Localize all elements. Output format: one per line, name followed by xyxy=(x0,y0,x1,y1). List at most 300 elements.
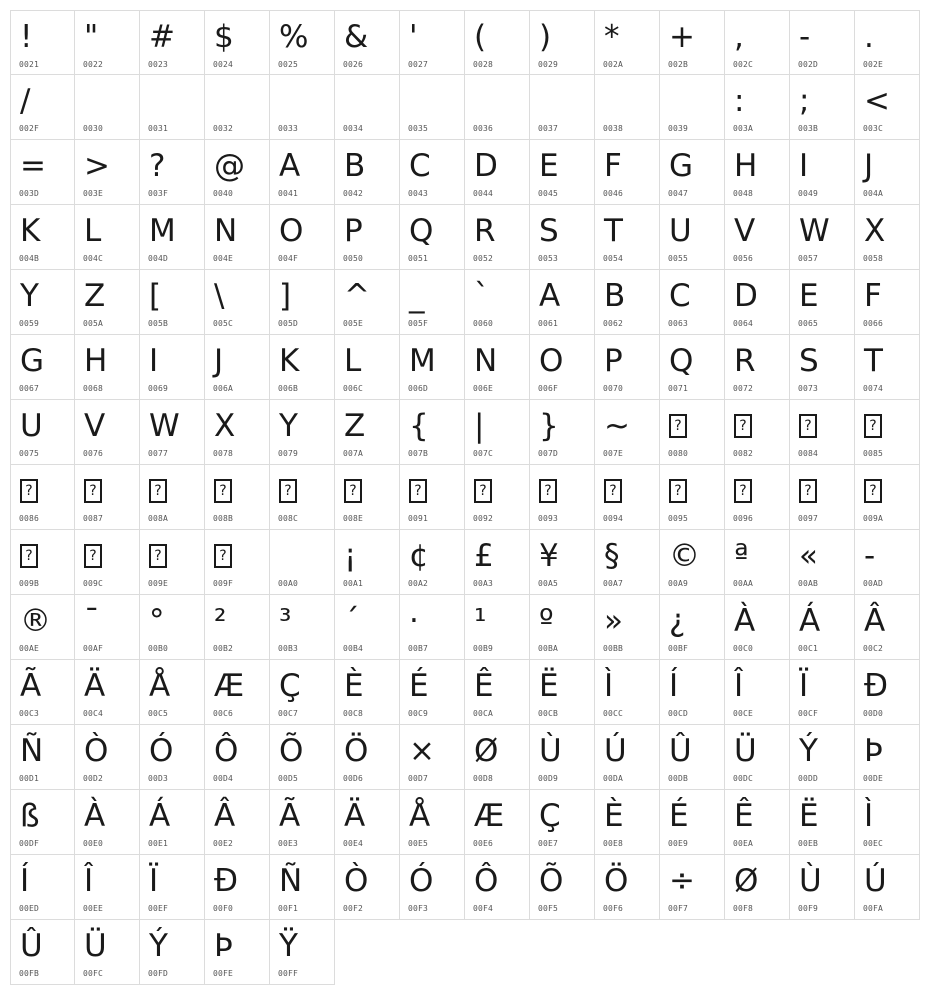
glyph: © xyxy=(669,538,700,574)
missing-glyph-box-icon xyxy=(279,479,297,503)
codepoint-label: 0033 xyxy=(278,124,299,133)
missing-glyph-box-icon xyxy=(864,479,882,503)
glyph-cell xyxy=(335,465,400,530)
codepoint-label: 009F xyxy=(213,579,234,588)
glyph-cell xyxy=(10,595,75,660)
glyph-cell xyxy=(270,400,335,465)
codepoint-label: 0062 xyxy=(603,319,624,328)
glyph-cell xyxy=(595,140,660,205)
glyph-cell xyxy=(595,855,660,920)
glyph-cell xyxy=(660,790,725,855)
missing-glyph-icon xyxy=(864,406,882,448)
codepoint-label: 00D9 xyxy=(538,774,559,783)
codepoint-label: 00FB xyxy=(19,969,40,978)
glyph: Í xyxy=(20,863,30,899)
glyph-cell xyxy=(660,10,725,75)
codepoint-label: 0057 xyxy=(798,254,819,263)
codepoint-label: 00C9 xyxy=(408,709,429,718)
codepoint-label: 00B4 xyxy=(343,644,364,653)
glyph-cell xyxy=(660,855,725,920)
glyph: T xyxy=(604,213,623,249)
codepoint-label: 00E2 xyxy=(213,839,234,848)
glyph: " xyxy=(84,19,99,55)
codepoint-label: 009B xyxy=(19,579,40,588)
glyph: ² xyxy=(214,603,227,639)
glyph-cell xyxy=(725,855,790,920)
glyph-cell xyxy=(335,140,400,205)
codepoint-label: 0052 xyxy=(473,254,494,263)
glyph: P xyxy=(344,213,363,249)
glyph-cell xyxy=(335,335,400,400)
glyph: Z xyxy=(344,408,366,444)
codepoint-label: 0095 xyxy=(668,514,689,523)
glyph: = xyxy=(20,148,46,184)
codepoint-label: 0054 xyxy=(603,254,624,263)
missing-glyph-icon xyxy=(604,471,622,513)
codepoint-label: 0094 xyxy=(603,514,624,523)
glyph-cell xyxy=(270,725,335,790)
glyph-grid xyxy=(10,10,920,985)
glyph: D xyxy=(474,148,498,184)
glyph: ¯ xyxy=(84,603,100,639)
codepoint-label: 0023 xyxy=(148,60,169,69)
glyph-cell xyxy=(530,270,595,335)
glyph: Ý xyxy=(149,928,168,964)
glyph: , xyxy=(734,19,744,55)
codepoint-label: 0092 xyxy=(473,514,494,523)
glyph: Ñ xyxy=(20,733,44,769)
missing-glyph-icon xyxy=(864,471,882,513)
codepoint-label: 005C xyxy=(213,319,234,328)
glyph-cell xyxy=(10,400,75,465)
glyph-cell xyxy=(140,10,205,75)
codepoint-label: 002F xyxy=(19,124,40,133)
glyph-cell xyxy=(270,530,335,595)
codepoint-label: 0064 xyxy=(733,319,754,328)
missing-glyph-box-icon xyxy=(214,479,232,503)
codepoint-label: 00A1 xyxy=(343,579,364,588)
glyph: } xyxy=(539,408,559,444)
glyph-cell xyxy=(855,10,920,75)
glyph-cell xyxy=(530,335,595,400)
glyph: × xyxy=(409,733,435,769)
glyph-cell xyxy=(75,790,140,855)
glyph-cell xyxy=(10,530,75,595)
glyph-cell xyxy=(725,270,790,335)
glyph-cell xyxy=(595,75,660,140)
codepoint-label: 0022 xyxy=(83,60,104,69)
codepoint-label: 0047 xyxy=(668,189,689,198)
codepoint-label: 002A xyxy=(603,60,624,69)
glyph-cell xyxy=(725,10,790,75)
codepoint-label: 0043 xyxy=(408,189,429,198)
codepoint-label: 009E xyxy=(148,579,169,588)
glyph-cell xyxy=(10,75,75,140)
glyph-cell xyxy=(660,660,725,725)
glyph-cell xyxy=(465,725,530,790)
codepoint-label: 002D xyxy=(798,60,819,69)
glyph-cell xyxy=(855,205,920,270)
glyph-cell xyxy=(270,660,335,725)
codepoint-label: 00AF xyxy=(83,644,104,653)
glyph-cell xyxy=(400,855,465,920)
codepoint-label: 003C xyxy=(863,124,884,133)
glyph-cell xyxy=(270,10,335,75)
codepoint-label: 0069 xyxy=(148,384,169,393)
glyph-cell xyxy=(205,140,270,205)
codepoint-label: 003A xyxy=(733,124,754,133)
codepoint-label: 00DF xyxy=(19,839,40,848)
codepoint-label: 0082 xyxy=(733,449,754,458)
codepoint-label: 007A xyxy=(343,449,364,458)
glyph: Ô xyxy=(214,733,239,769)
glyph-cell xyxy=(140,465,205,530)
glyph: E xyxy=(799,278,819,314)
codepoint-label: 00ED xyxy=(19,904,40,913)
glyph-cell xyxy=(790,205,855,270)
codepoint-label: 00FE xyxy=(213,969,234,978)
glyph-cell xyxy=(140,855,205,920)
codepoint-label: 00F4 xyxy=(473,904,494,913)
codepoint-label: 00E0 xyxy=(83,839,104,848)
glyph: M xyxy=(149,213,176,249)
glyph-cell xyxy=(660,725,725,790)
glyph-cell xyxy=(530,75,595,140)
codepoint-label: 00C6 xyxy=(213,709,234,718)
glyph-cell xyxy=(75,270,140,335)
codepoint-label: 00E5 xyxy=(408,839,429,848)
glyph: D xyxy=(734,278,758,314)
glyph-cell xyxy=(75,465,140,530)
codepoint-label: 00D2 xyxy=(83,774,104,783)
glyph: ´ xyxy=(344,603,360,639)
missing-glyph-box-icon xyxy=(84,479,102,503)
glyph: ! xyxy=(20,19,33,55)
glyph: - xyxy=(799,19,811,55)
glyph: C xyxy=(409,148,431,184)
missing-glyph-box-icon xyxy=(149,479,167,503)
glyph-cell xyxy=(855,335,920,400)
glyph-cell xyxy=(75,10,140,75)
glyph: ) xyxy=(539,19,552,55)
codepoint-label: 007D xyxy=(538,449,559,458)
glyph-cell xyxy=(855,400,920,465)
codepoint-label: 009C xyxy=(83,579,104,588)
glyph-cell xyxy=(140,270,205,335)
glyph-cell xyxy=(855,725,920,790)
glyph-cell xyxy=(855,465,920,530)
missing-glyph-box-icon xyxy=(669,479,687,503)
codepoint-label: 00DB xyxy=(668,774,689,783)
codepoint-label: 00D5 xyxy=(278,774,299,783)
glyph: Á xyxy=(149,798,171,834)
codepoint-label: 0076 xyxy=(83,449,104,458)
glyph-cell xyxy=(465,400,530,465)
glyph-cell xyxy=(205,595,270,660)
glyph: ß xyxy=(20,798,40,834)
codepoint-label: 0055 xyxy=(668,254,689,263)
codepoint-label: 0039 xyxy=(668,124,689,133)
glyph-cell xyxy=(465,335,530,400)
glyph: | xyxy=(474,408,485,444)
glyph: É xyxy=(409,668,429,704)
glyph-cell xyxy=(270,75,335,140)
glyph: ( xyxy=(474,19,487,55)
codepoint-label: 006A xyxy=(213,384,234,393)
glyph: Ò xyxy=(344,863,369,899)
codepoint-label: 003D xyxy=(19,189,40,198)
glyph-cell xyxy=(660,270,725,335)
codepoint-label: 00F5 xyxy=(538,904,559,913)
glyph: ¿ xyxy=(669,603,686,639)
glyph-cell xyxy=(10,270,75,335)
missing-glyph-icon xyxy=(20,471,38,513)
codepoint-label: 0086 xyxy=(19,514,40,523)
codepoint-label: 00E9 xyxy=(668,839,689,848)
glyph-cell xyxy=(790,75,855,140)
glyph: Î xyxy=(734,668,744,704)
glyph: @ xyxy=(214,148,245,184)
glyph-cell xyxy=(205,400,270,465)
codepoint-label: 00A5 xyxy=(538,579,559,588)
codepoint-label: 003B xyxy=(798,124,819,133)
glyph: _ xyxy=(409,278,425,314)
glyph-cell xyxy=(855,270,920,335)
codepoint-label: 00BF xyxy=(668,644,689,653)
codepoint-label: 00A0 xyxy=(278,579,299,588)
glyph: Ò xyxy=(84,733,109,769)
glyph-cell xyxy=(75,660,140,725)
missing-glyph-icon xyxy=(409,471,427,513)
glyph: Y xyxy=(20,278,39,314)
codepoint-label: 00CC xyxy=(603,709,624,718)
glyph-cell xyxy=(205,660,270,725)
glyph: [ xyxy=(149,278,162,314)
glyph-cell xyxy=(270,335,335,400)
missing-glyph-box-icon xyxy=(864,414,882,438)
glyph: : xyxy=(734,83,745,119)
glyph: Ö xyxy=(604,863,629,899)
codepoint-label: 00E6 xyxy=(473,839,494,848)
glyph: ' xyxy=(409,19,418,55)
glyph: N xyxy=(474,343,498,379)
missing-glyph-icon xyxy=(734,406,752,448)
codepoint-label: 00F8 xyxy=(733,904,754,913)
glyph: Ï xyxy=(799,668,809,704)
glyph: M xyxy=(409,343,436,379)
glyph-cell xyxy=(855,660,920,725)
glyph-cell xyxy=(660,595,725,660)
codepoint-label: 0061 xyxy=(538,319,559,328)
glyph-cell xyxy=(465,270,530,335)
codepoint-label: 00D7 xyxy=(408,774,429,783)
missing-glyph-box-icon xyxy=(734,479,752,503)
codepoint-label: 0027 xyxy=(408,60,429,69)
codepoint-label: 0056 xyxy=(733,254,754,263)
missing-glyph-box-icon xyxy=(214,544,232,568)
glyph: Õ xyxy=(539,863,564,899)
glyph: Ë xyxy=(799,798,819,834)
missing-glyph-icon xyxy=(799,471,817,513)
glyph: - xyxy=(864,538,876,574)
glyph: I xyxy=(799,148,809,184)
codepoint-label: 0080 xyxy=(668,449,689,458)
codepoint-label: 0046 xyxy=(603,189,624,198)
glyph: Ü xyxy=(84,928,107,964)
glyph-cell xyxy=(595,595,660,660)
glyph-cell xyxy=(270,205,335,270)
codepoint-label: 0021 xyxy=(19,60,40,69)
missing-glyph-icon xyxy=(539,471,557,513)
codepoint-label: 005D xyxy=(278,319,299,328)
codepoint-label: 00CE xyxy=(733,709,754,718)
glyph-cell xyxy=(660,140,725,205)
codepoint-label: 002B xyxy=(668,60,689,69)
glyph-cell xyxy=(725,660,790,725)
glyph-cell xyxy=(205,855,270,920)
codepoint-label: 00B0 xyxy=(148,644,169,653)
codepoint-label: 005A xyxy=(83,319,104,328)
codepoint-label: 0060 xyxy=(473,319,494,328)
glyph-cell xyxy=(10,920,75,985)
glyph: Â xyxy=(864,603,886,639)
codepoint-label: 008A xyxy=(148,514,169,523)
glyph-cell xyxy=(75,335,140,400)
glyph: & xyxy=(344,19,369,55)
glyph-cell xyxy=(595,725,660,790)
glyph: Þ xyxy=(214,928,233,964)
codepoint-label: 008E xyxy=(343,514,364,523)
glyph: ; xyxy=(799,83,810,119)
codepoint-label: 00EC xyxy=(863,839,884,848)
glyph-cell xyxy=(75,855,140,920)
glyph-cell xyxy=(725,725,790,790)
glyph: X xyxy=(214,408,236,444)
glyph: Î xyxy=(84,863,94,899)
codepoint-label: 00E7 xyxy=(538,839,559,848)
codepoint-label: 0058 xyxy=(863,254,884,263)
missing-glyph-box-icon xyxy=(799,414,817,438)
glyph: > xyxy=(84,148,110,184)
glyph-cell xyxy=(140,205,205,270)
codepoint-label: 0051 xyxy=(408,254,429,263)
glyph-cell xyxy=(725,335,790,400)
codepoint-label: 005B xyxy=(148,319,169,328)
glyph-cell xyxy=(270,855,335,920)
codepoint-label: 00C7 xyxy=(278,709,299,718)
missing-glyph-icon xyxy=(84,536,102,578)
glyph: Å xyxy=(409,798,431,834)
glyph-cell xyxy=(335,205,400,270)
codepoint-label: 0048 xyxy=(733,189,754,198)
glyph-cell xyxy=(465,530,530,595)
glyph-cell xyxy=(530,400,595,465)
glyph-cell xyxy=(530,140,595,205)
glyph-cell xyxy=(400,140,465,205)
codepoint-label: 0068 xyxy=(83,384,104,393)
codepoint-label: 0029 xyxy=(538,60,559,69)
missing-glyph-icon xyxy=(214,471,232,513)
glyph: · xyxy=(409,603,419,639)
glyph: E xyxy=(539,148,559,184)
codepoint-label: 00BA xyxy=(538,644,559,653)
glyph-cell xyxy=(140,790,205,855)
glyph-cell xyxy=(140,660,205,725)
codepoint-label: 00AA xyxy=(733,579,754,588)
glyph-cell xyxy=(855,595,920,660)
glyph-cell xyxy=(335,270,400,335)
glyph-cell xyxy=(400,530,465,595)
glyph-cell xyxy=(465,855,530,920)
glyph: R xyxy=(734,343,756,379)
codepoint-label: 0045 xyxy=(538,189,559,198)
glyph-cell xyxy=(75,530,140,595)
glyph-cell xyxy=(530,530,595,595)
glyph: . xyxy=(864,19,874,55)
glyph-cell xyxy=(465,10,530,75)
codepoint-label: 00CF xyxy=(798,709,819,718)
glyph-cell xyxy=(790,855,855,920)
glyph: R xyxy=(474,213,496,249)
glyph-cell xyxy=(530,10,595,75)
glyph: Û xyxy=(669,733,692,769)
glyph: Ì xyxy=(604,668,614,704)
glyph: + xyxy=(669,19,695,55)
glyph: È xyxy=(604,798,624,834)
codepoint-label: 0078 xyxy=(213,449,234,458)
glyph-cell xyxy=(335,660,400,725)
glyph: Ã xyxy=(279,798,301,834)
glyph-cell xyxy=(790,400,855,465)
codepoint-label: 00EE xyxy=(83,904,104,913)
glyph-cell xyxy=(725,595,790,660)
glyph: Æ xyxy=(214,668,245,704)
codepoint-label: 0037 xyxy=(538,124,559,133)
glyph-cell xyxy=(530,595,595,660)
glyph-cell xyxy=(595,400,660,465)
codepoint-label: 0040 xyxy=(213,189,234,198)
glyph-cell xyxy=(725,140,790,205)
glyph: $ xyxy=(214,19,234,55)
glyph: Â xyxy=(214,798,236,834)
glyph: ³ xyxy=(279,603,292,639)
glyph-cell xyxy=(790,725,855,790)
glyph: Ù xyxy=(539,733,562,769)
glyph: % xyxy=(279,19,309,55)
codepoint-label: 007E xyxy=(603,449,624,458)
glyph: Þ xyxy=(864,733,883,769)
glyph: O xyxy=(279,213,304,249)
glyph-cell xyxy=(465,205,530,270)
glyph-cell xyxy=(725,75,790,140)
glyph-cell xyxy=(75,725,140,790)
codepoint-label: 00D1 xyxy=(19,774,40,783)
glyph: ¡ xyxy=(344,538,357,574)
glyph-cell xyxy=(75,140,140,205)
glyph: Ë xyxy=(539,668,559,704)
glyph: Å xyxy=(149,668,171,704)
glyph: Z xyxy=(84,278,106,314)
glyph: T xyxy=(864,343,883,379)
glyph: Q xyxy=(409,213,434,249)
glyph: ~ xyxy=(604,408,630,444)
glyph: Ê xyxy=(474,668,494,704)
codepoint-label: 00AE xyxy=(19,644,40,653)
glyph-cell xyxy=(530,790,595,855)
codepoint-label: 0085 xyxy=(863,449,884,458)
glyph-cell xyxy=(10,465,75,530)
glyph-cell xyxy=(855,790,920,855)
